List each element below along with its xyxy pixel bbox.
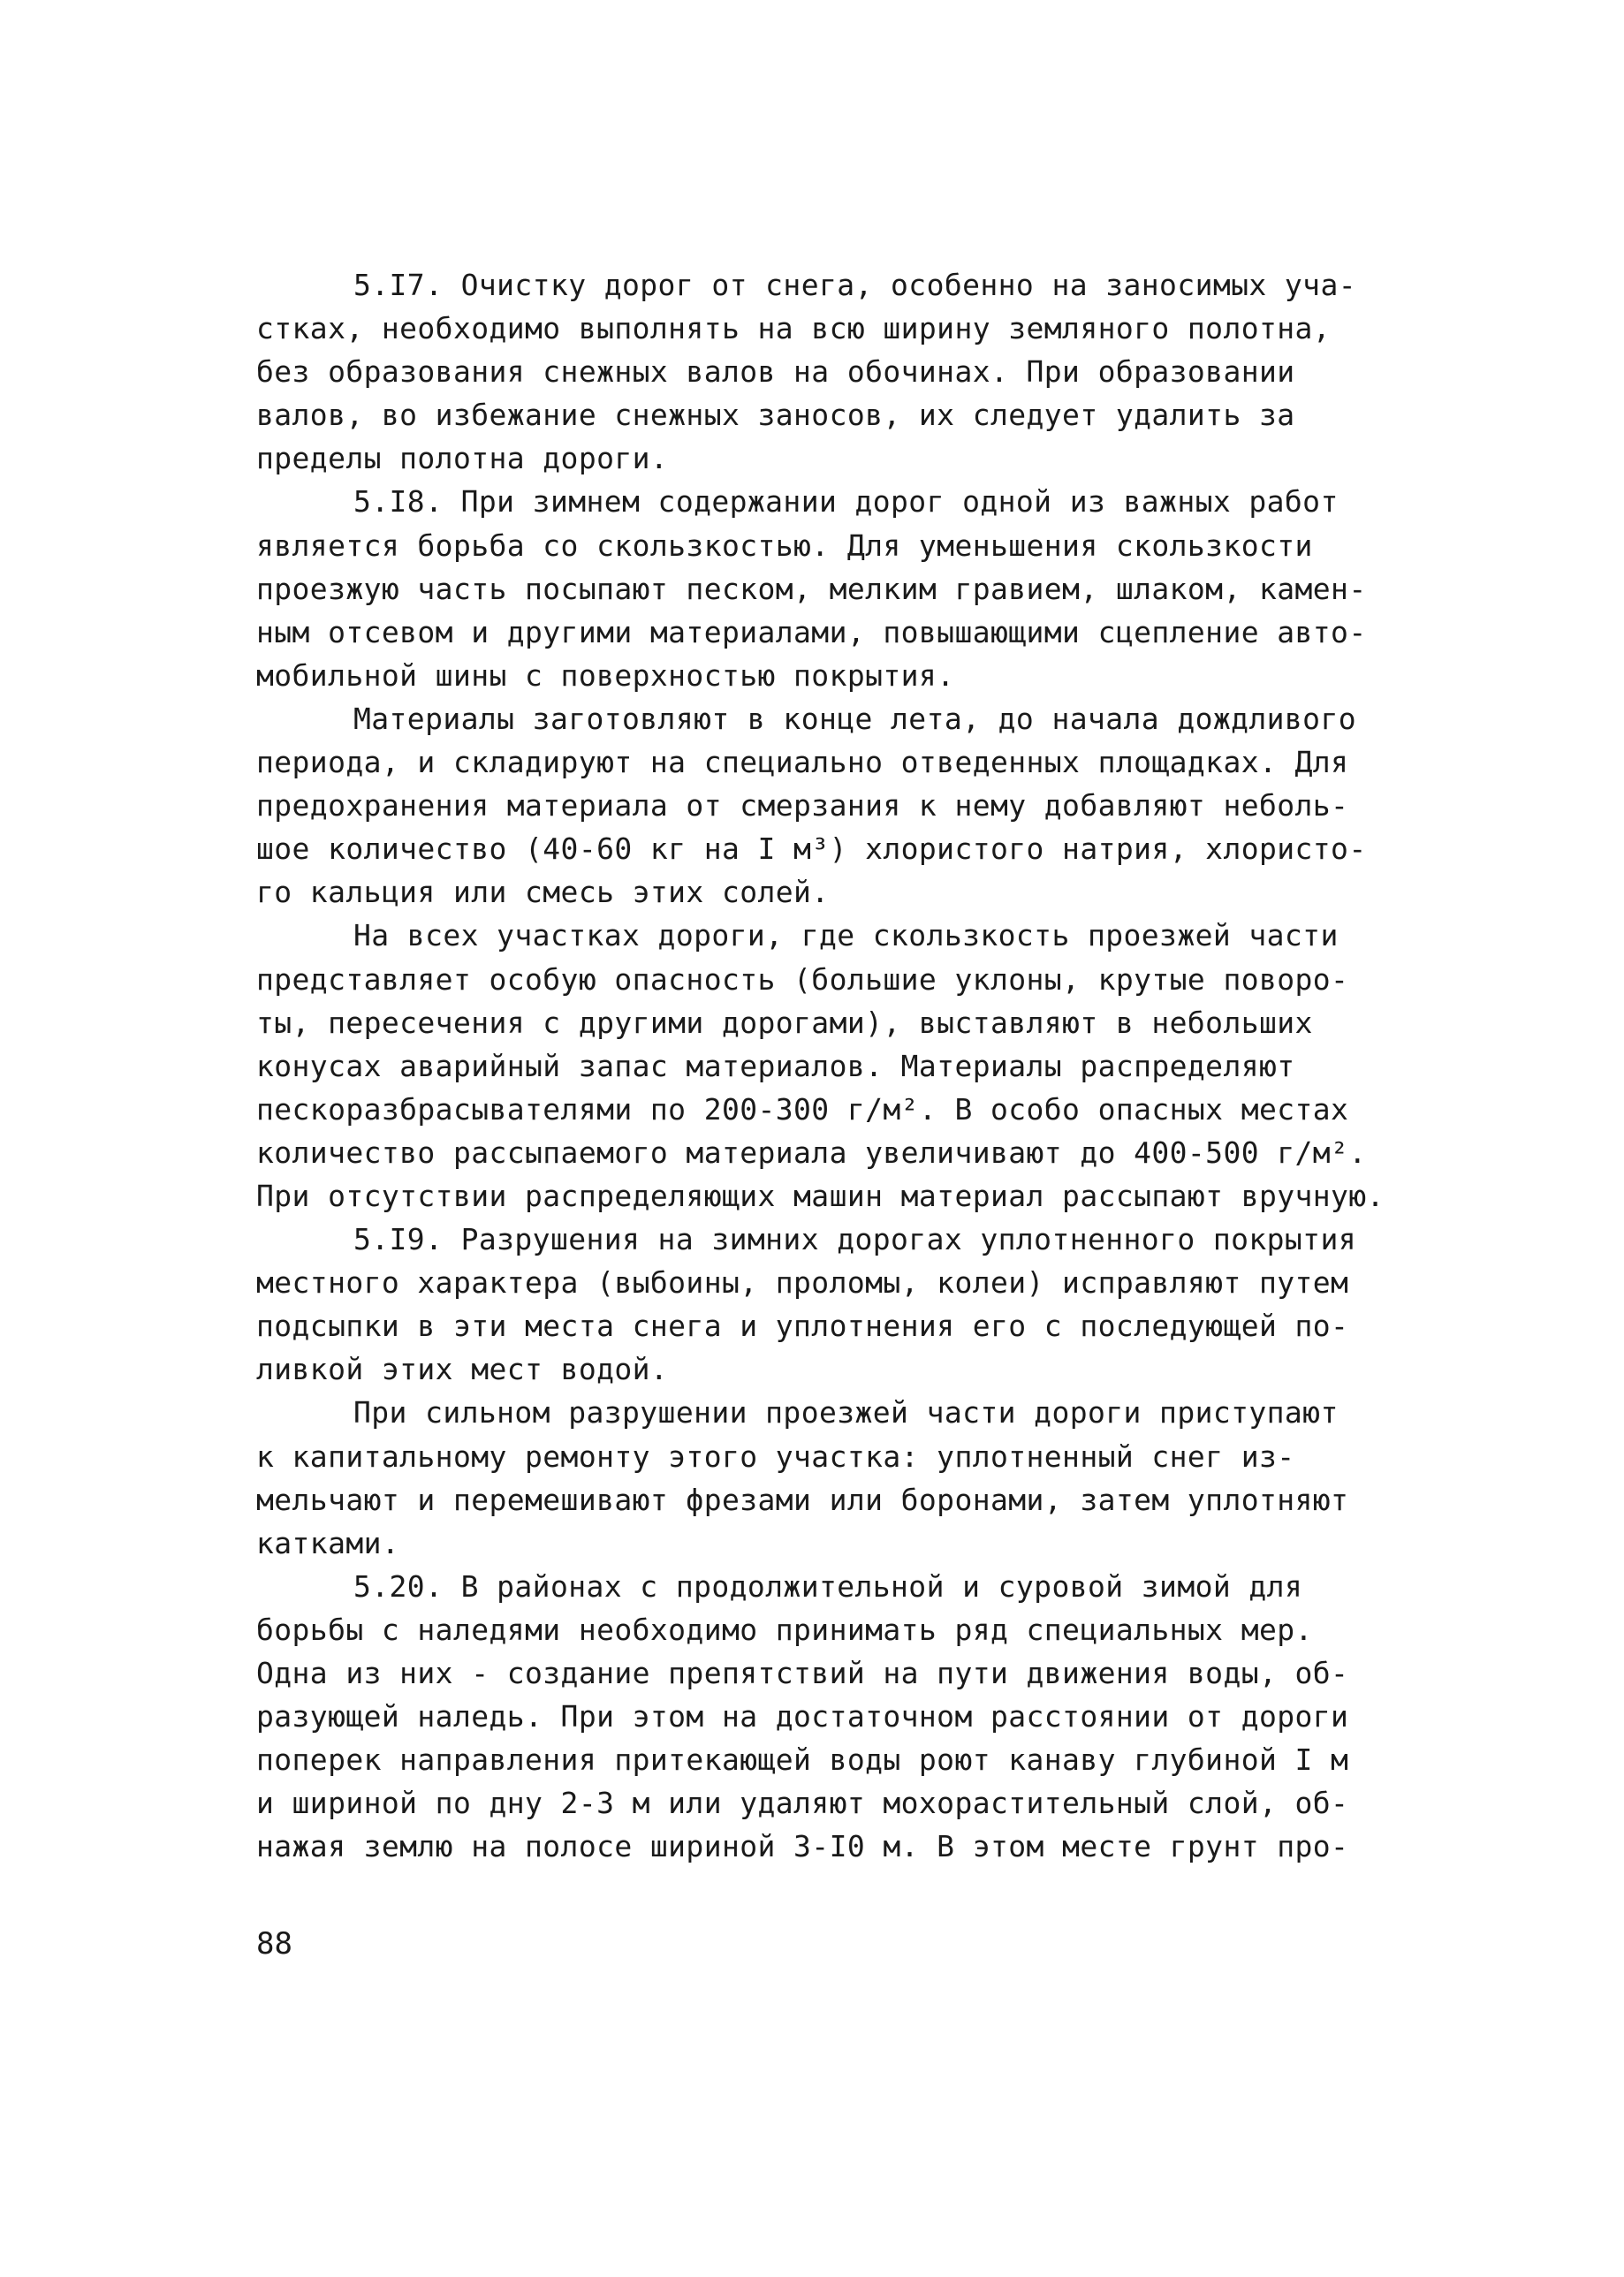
- paragraph-5-18-line-1: 5.I8. При зимнем содержании дорог одной из важных работ: [353, 484, 1339, 520]
- paragraph-repair-line-2: к капитальному ремонту этого участка: уплотненный снег из-: [256, 1438, 1295, 1474]
- paragraph-5-20-line-3: Одна из них - создание препятствий на пути движения воды, об-: [256, 1656, 1349, 1690]
- paragraph-5-20-line-7: нажая землю на полосе шириной 3-I0 м. В этом месте грунт про-: [256, 1829, 1349, 1864]
- paragraph-5-20-line-2: борьбы с наледями необходимо принимать ряд специальных мер.: [256, 1612, 1313, 1647]
- paragraph-5-20-line-6: и шириной по дну 2-3 м или удаляют мохорастительный слой, об-: [256, 1786, 1349, 1821]
- paragraph-5-19-line-2: местного характера (выбоины, проломы, колеи) исправляют путем: [256, 1265, 1349, 1301]
- paragraph-5-17-line-4: валов, во избежание снежных заносов, их следует удалить за: [256, 398, 1295, 433]
- paragraph-5-18-line-4: ным отсевом и другими материалами, повышающими сцепление авто-: [256, 614, 1367, 649]
- paragraph-materials-line-4: шое количество (40-60 кг на I м³) хлористого натрия, хлористо-: [256, 831, 1367, 867]
- paragraph-sections-line-5: пескоразбрасывателями по 200-300 г/м². В особо опасных местах: [256, 1091, 1349, 1127]
- paragraph-5-18-line-3: проезжую часть посыпают песком, мелким гравием, шлаком, камен-: [256, 571, 1367, 606]
- paragraph-5-19-line-1: 5.I9. Разрушения на зимних дорогах уплотненного покрытия: [353, 1222, 1356, 1257]
- paragraph-5-20-line-4: разующей наледь. При этом на достаточном расстоянии от дороги: [256, 1699, 1349, 1734]
- paragraph-5-20-line-1: 5.20. В районах с продолжительной и суровой зимой для: [353, 1568, 1303, 1604]
- paragraph-sections-line-7: При отсутствии распределяющих машин материал рассыпают вручную.: [256, 1178, 1385, 1213]
- paragraph-materials-line-1: Материалы заготовляют в конце лета, до начала дождливого: [353, 701, 1356, 736]
- paragraph-sections-line-6: количество рассыпаемого материала увеличивают до 400-500 г/м².: [256, 1135, 1367, 1170]
- paragraph-repair-line-3: мельчают и перемешивают фрезами или боронами, затем уплотняют: [256, 1482, 1349, 1517]
- paragraph-5-17-line-1: 5.I7. Очистку дорог от снега, особенно на заносимых уча-: [353, 268, 1356, 302]
- paragraph-5-20-line-5: поперек направления притекающей воды роют канаву глубиной I м: [256, 1742, 1349, 1778]
- paragraph-sections-line-3: ты, пересечения с другими дорогами), выставляют в небольших: [256, 1005, 1313, 1040]
- paragraph-5-17-line-2: стках, необходимо выполнять на всю ширину земляного полотна,: [256, 311, 1332, 346]
- paragraph-5-17-line-3: без образования снежных валов на обочинах. При образовании: [256, 354, 1295, 390]
- paragraph-materials-line-5: го кальция или смесь этих солей.: [256, 875, 830, 910]
- paragraph-5-18-line-2: является борьба со скользкостью. Для уменьшения скользкости: [256, 528, 1313, 563]
- paragraph-5-17-line-5: пределы полотна дороги.: [256, 441, 669, 476]
- paragraph-5-19-line-4: ливкой этих мест водой.: [256, 1352, 669, 1387]
- paragraph-repair-line-4: катками.: [256, 1525, 400, 1560]
- paragraph-materials-line-3: предохранения материала от смерзания к нему добавляют неболь-: [256, 788, 1349, 824]
- paragraph-repair-line-1: При сильном разрушении проезжей части дороги приступают: [353, 1395, 1339, 1431]
- paragraph-sections-line-4: конусах аварийный запас материалов. Материалы распределяют: [256, 1048, 1295, 1083]
- body-text: [256, 263, 1409, 1868]
- page-number: 88: [256, 1926, 292, 1962]
- paragraph-materials-line-2: периода, и складируют на специально отведенных площадках. Для: [256, 745, 1349, 780]
- paragraph-sections-line-1: На всех участках дороги, где скользкость проезжей части: [353, 918, 1339, 953]
- paragraph-5-18-line-5: мобильной шины с поверхностью покрытия.: [256, 657, 955, 693]
- paragraph-5-19-line-3: подсыпки в эти места снега и уплотнения его с последующей по-: [256, 1309, 1349, 1344]
- paragraph-sections-line-2: представляет особую опасность (большие уклоны, крутые поворо-: [256, 961, 1349, 997]
